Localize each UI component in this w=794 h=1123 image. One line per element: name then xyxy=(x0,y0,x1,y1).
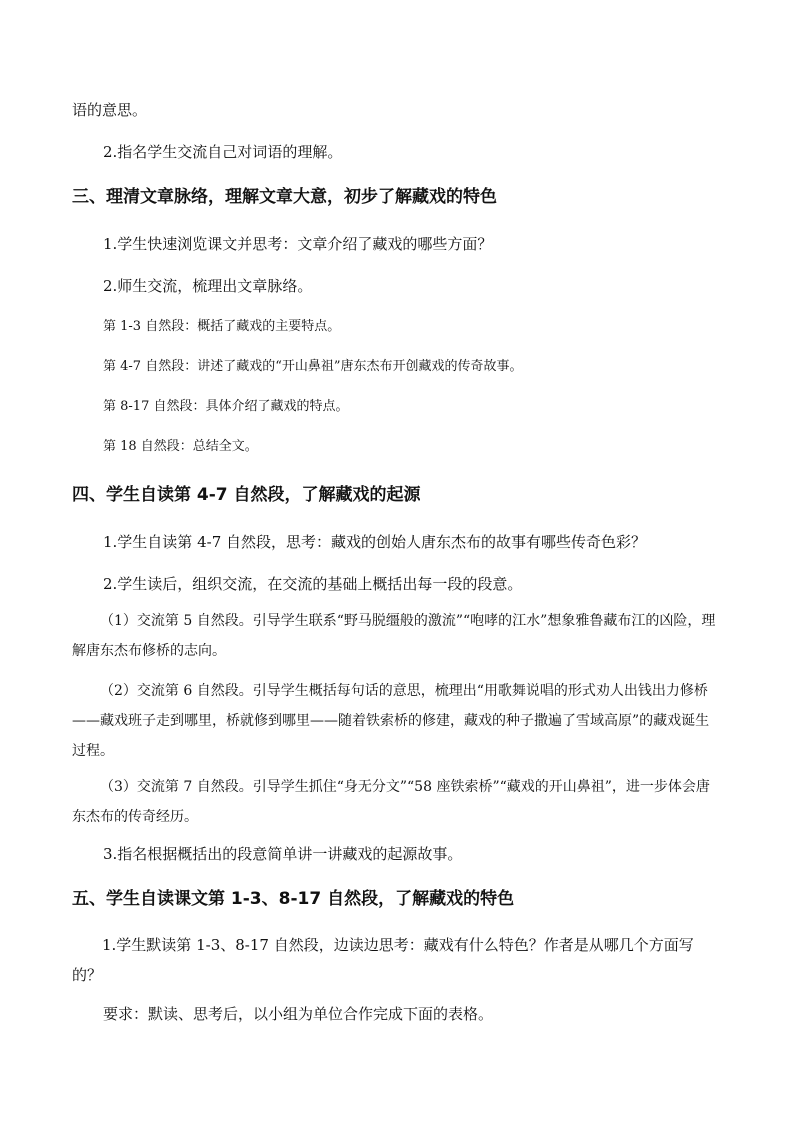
text-line: 2.师生交流，梳理出文章脉络。 xyxy=(103,277,313,295)
text-line: 2.学生读后，组织交流，在交流的基础上概括出每一段的段意。 xyxy=(103,575,523,593)
text-line: 1.学生自读第 4-7 自然段，思考：藏戏的创始人唐东杰布的故事有哪些传奇色彩？ xyxy=(103,533,647,551)
outline-item: 第 18 自然段：总结全文。 xyxy=(103,439,258,454)
paragraph: 1.学生默读第 1-3、8-17 自然段，边读边思考：藏戏有什么特色？作者是从哪几个方面写的？ xyxy=(72,936,694,984)
outline-item: 第 4-7 自然段：讲述了藏戏的“开山鼻祖”唐东杰布开创藏戏的传奇故事。 xyxy=(103,359,523,374)
outline-item: 第 1-3 自然段：概括了藏戏的主要特点。 xyxy=(103,319,341,334)
section-heading-4: 四、学生自读第 4-7 自然段，了解藏戏的起源 xyxy=(72,485,421,505)
text-line: 语的意思。 xyxy=(72,101,148,119)
text-line: 3.指名根据概括出的段意简单讲一讲藏戏的起源故事。 xyxy=(103,845,463,863)
section-heading-3: 三、理清文章脉络，理解文章大意，初步了解藏戏的特色 xyxy=(72,187,497,207)
paragraph: （1）交流第 5 自然段。引导学生联系“野马脱缰般的激流”“咆哮的江水”想象雅鲁藏布江的凶险，理解唐东杰布修桥的志向。 xyxy=(72,613,716,659)
outline-item: 第 8-17 自然段：具体介绍了藏戏的特点。 xyxy=(103,399,349,414)
text-line: 1.学生快速浏览课文并思考：文章介绍了藏戏的哪些方面？ xyxy=(103,235,493,253)
section-heading-5: 五、学生自读课文第 1-3、8-17 自然段，了解藏戏的特色 xyxy=(72,889,515,909)
paragraph: （2）交流第 6 自然段。引导学生概括每句话的意思，梳理出“用歌舞说唱的形式劝人出钱出力修桥——藏戏班子走到哪里，桥就修到哪里——随着铁索桥的修建，藏戏的种子撒遍了雪域高原”的藏戏诞生过程。 xyxy=(72,683,710,759)
text-line: 要求：默读、思考后，以小组为单位合作完成下面的表格。 xyxy=(103,1005,494,1023)
text-line: 2.指名学生交流自己对词语的理解。 xyxy=(103,143,343,161)
paragraph: （3）交流第 7 自然段。引导学生抓住“身无分文”“58 座铁索桥”“藏戏的开山鼻祖”，进一步体会唐东杰布的传奇经历。 xyxy=(72,779,710,825)
